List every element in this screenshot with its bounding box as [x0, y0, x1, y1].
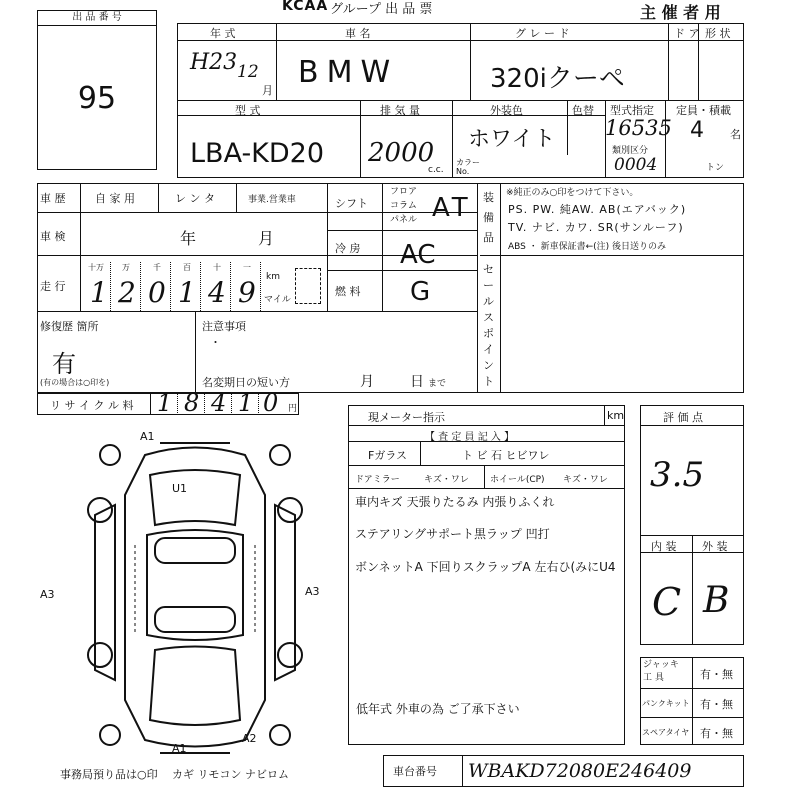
model-label: 型 式: [235, 104, 261, 117]
doors-label: ド ア: [674, 27, 700, 40]
kit-option[interactable]: 有・無: [700, 698, 733, 711]
jack-label: ジャッキ 工 具: [643, 660, 679, 683]
class-value: 0004: [614, 155, 658, 175]
recycle-unit: 円: [288, 404, 298, 414]
type-spec-label: 型式指定: [610, 104, 654, 117]
history-label: 車 歴: [40, 192, 66, 205]
unit-1k: 千: [153, 263, 161, 272]
shift-value: AT: [432, 193, 472, 223]
evaluation-label: 評 価 点: [663, 411, 703, 424]
ac-value: AC: [400, 240, 436, 270]
history-business[interactable]: 事業.営業車: [248, 195, 296, 205]
inspector-header: 【 査 定 員 記 入 】: [425, 432, 515, 443]
inspection-year: 年: [180, 229, 197, 248]
unit-10: 十: [213, 263, 221, 272]
mirror-label: ドアミラー: [355, 475, 400, 485]
capacity-unit: 名: [730, 128, 741, 141]
damage-mark: A1: [172, 742, 187, 755]
exterior-label: 外装色: [490, 104, 523, 117]
inspection-note: 車内キズ 天張りたるみ 内張りふくれ: [355, 495, 555, 509]
notes-bullet: ・: [210, 336, 221, 349]
unit-100: 百: [183, 263, 191, 272]
office-label: 事務局預り品は○印: [60, 768, 158, 781]
glass-options: ト ビ 石 ヒビワレ: [462, 449, 550, 462]
damage-mark: A3: [305, 585, 320, 598]
fuel-value: G: [410, 277, 431, 307]
form-title: グループ 出 品 票: [330, 2, 433, 17]
model-value: LBA-KD20: [190, 138, 325, 169]
period-label: 名変期日の短い方: [202, 376, 290, 389]
ac-label: 冷 房: [335, 242, 361, 255]
mileage-digit: 1: [178, 276, 196, 309]
recycle-digit: 0: [263, 389, 279, 417]
class-label: 類別区分: [612, 146, 649, 156]
evaluation-score: 3.5: [650, 455, 705, 495]
exterior-grade: B: [703, 580, 730, 621]
ton-unit: トン: [706, 163, 725, 173]
lot-number-label: 出 品 番 号: [38, 11, 156, 26]
make-label: 車 名: [345, 27, 371, 40]
history-private[interactable]: 自 家 用: [95, 192, 135, 205]
recycle-digit: 4: [211, 389, 227, 417]
color-no-label: カラー No.: [456, 158, 480, 176]
interior-grade: C: [652, 580, 682, 624]
inspection-note: 低年式 外車の為 ご了承下さい: [356, 702, 520, 716]
damage-mark: A1: [140, 430, 155, 443]
month-unit: 月: [262, 84, 273, 97]
period-month: 月: [360, 374, 374, 390]
capacity-value: 4: [690, 118, 704, 143]
lot-number: 95: [77, 81, 117, 116]
displacement-label: 排 気 量: [380, 104, 420, 117]
meter-label: 現メーター指示: [368, 411, 445, 424]
mileage-digit: 0: [148, 276, 166, 309]
sales-point-label: セールスポイント: [483, 263, 494, 388]
repair-value: 有: [52, 350, 76, 378]
year-label: 年 式: [210, 27, 236, 40]
shape-label: 形 状: [705, 27, 731, 40]
unit-10k: 万: [122, 263, 130, 272]
spare-label: スペアタイヤ: [642, 728, 690, 737]
damage-mark: U1: [172, 482, 188, 495]
damage-mark: A3: [40, 588, 55, 601]
repair-label: 修復歴 箇所: [40, 320, 99, 333]
history-rental[interactable]: レ ン タ: [175, 192, 215, 205]
repair-hint: (有の場合は○印を): [40, 378, 110, 387]
equipment-line3: ABS ・ 新車保証書←(注) 後日送りのみ: [508, 242, 667, 252]
shift-opt-panel[interactable]: パネル: [390, 215, 418, 225]
shift-label: シフト: [335, 197, 368, 210]
displacement-value: 2000: [368, 138, 435, 168]
exterior-value: ホワイト: [468, 127, 556, 152]
mirror-options: キズ・ワレ: [424, 475, 469, 485]
period-until: まで: [428, 379, 447, 389]
inspection-note: ステアリングサポート黒ラップ 凹打: [355, 527, 550, 541]
month-value: 12: [237, 62, 259, 82]
equipment-label: 装備品: [483, 191, 494, 244]
wheel-label: ホイール(CP): [490, 475, 545, 485]
chassis-label: 車台番号: [393, 765, 437, 778]
organizer-label: 主 催 者 用: [640, 3, 721, 22]
grade-value: 320iクーペ: [490, 64, 625, 94]
inspection-month: 月: [258, 229, 275, 248]
km-unit: km: [266, 272, 280, 282]
mileage-label: 走 行: [40, 280, 66, 293]
mileage-digit: 9: [238, 276, 256, 309]
lot-number-box: [37, 10, 157, 170]
year-value: H23: [190, 50, 238, 75]
mile-checkbox[interactable]: [295, 268, 321, 304]
chassis-number: WBAKD72080E246409: [468, 760, 692, 782]
unit-1: 一: [243, 263, 251, 272]
meter-unit: km: [607, 409, 625, 422]
period-day: 日: [410, 374, 424, 390]
recycle-label: リ サ イ ク ル 料: [50, 399, 134, 412]
car-diagram: [75, 435, 315, 760]
brand-logo: KCAA: [282, 0, 329, 14]
color-change-label: 色替: [572, 104, 594, 117]
recycle-digit: 8: [184, 389, 200, 417]
equipment-line1: PS. PW. 純AW. AB(エアバック): [508, 203, 687, 216]
wheel-options: キズ・ワレ: [563, 475, 608, 485]
mileage-digit: 4: [208, 276, 226, 309]
cc-unit: c.c.: [428, 165, 444, 175]
recycle-digit: 1: [238, 389, 254, 417]
unit-100k: 十万: [88, 263, 104, 272]
shift-opt-floor[interactable]: フロア: [390, 187, 418, 197]
type-spec-value: 16535: [605, 116, 672, 140]
mile-unit: マイル: [264, 295, 291, 305]
equipment-line2: TV. ナビ. カワ. SR(サンルーフ): [508, 221, 684, 234]
jack-option[interactable]: 有・無: [700, 668, 733, 681]
kit-label: パンクキット: [642, 699, 690, 708]
make-value: BMW: [298, 55, 399, 90]
notes-label: 注意事項: [202, 320, 246, 333]
fuel-label: 燃 料: [335, 285, 361, 298]
damage-mark: A2: [242, 732, 257, 745]
recycle-digit: 1: [157, 389, 173, 417]
inspection-note: ボンネットA 下回りスクラップA 左右ひ(みにU4: [355, 560, 616, 574]
mileage-digit: 1: [90, 276, 108, 309]
exterior-grade-label: 外 装: [702, 540, 728, 553]
grade-label: グ レ ー ド: [515, 27, 570, 40]
shift-opt-column[interactable]: コラム: [390, 201, 417, 211]
interior-label: 内 装: [651, 540, 677, 553]
equipment-note: ※純正のみ○印をつけて下さい。: [506, 188, 639, 198]
spare-option[interactable]: 有・無: [700, 727, 733, 740]
capacity-label: 定員・積載: [676, 104, 731, 117]
inspection-label: 車 検: [40, 230, 66, 243]
glass-label: Fガラス: [368, 449, 407, 462]
office-items: カギ リモコン ナビロム: [172, 768, 289, 781]
mileage-digit: 2: [118, 276, 136, 309]
